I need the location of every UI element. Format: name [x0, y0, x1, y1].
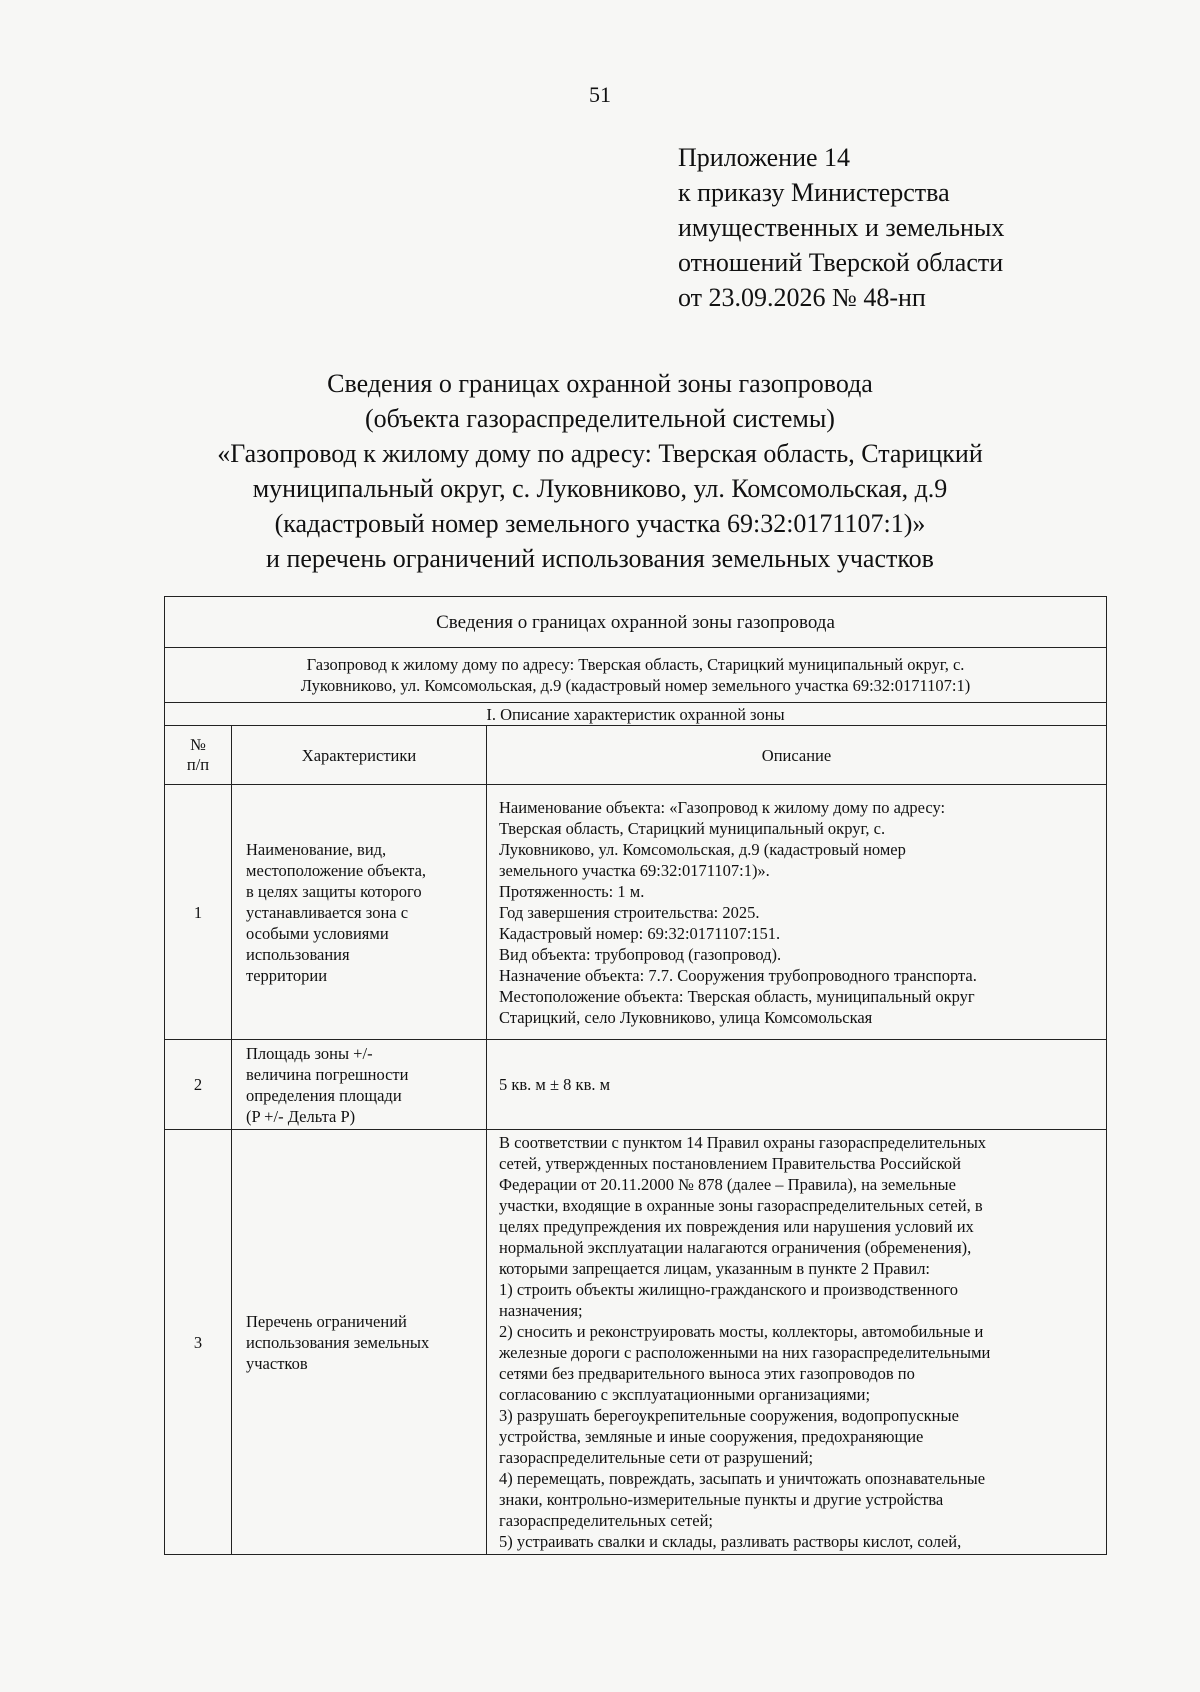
- appendix-line: отношений Тверской области: [678, 248, 1004, 277]
- row-description: [487, 1130, 1107, 1555]
- characteristic-line: в целях защиты которого: [246, 881, 422, 901]
- characteristic-line: Перечень ограничений: [246, 1311, 407, 1331]
- description-line: железные дороги с расположенными на них газораспределительными: [499, 1343, 991, 1362]
- characteristic-line: участков: [246, 1353, 308, 1373]
- description-line: газораспределительных сетей;: [499, 1511, 714, 1530]
- description-line: 1) строить объекты жилищно-гражданского и производственного: [499, 1280, 959, 1299]
- description-line: Назначение объекта: 7.7. Сооружения трубопроводного транспорта.: [499, 965, 977, 985]
- characteristic-line: величина погрешности: [246, 1064, 409, 1084]
- object-line: Газопровод к жилому дому по адресу: Тверская область, Старицкий муниципальный округ, с.: [306, 655, 965, 674]
- characteristic-line: местоположение объекта,: [246, 860, 427, 880]
- description-line: устройства, земляные и иные сооружения, предохраняющие: [499, 1427, 924, 1446]
- title-line: (кадастровый номер земельного участка 69:32:0171107:1)»: [274, 509, 926, 538]
- appendix-block: [678, 140, 1004, 315]
- table-object-name: [165, 648, 1107, 703]
- description-line: Тверская область, Старицкий муниципальный округ, с.: [499, 818, 886, 838]
- characteristic-line: использования: [246, 944, 350, 964]
- characteristic-line: Площадь зоны +/-: [246, 1043, 373, 1063]
- row-number: 2: [165, 1040, 232, 1130]
- title-line: муниципальный округ, с. Луковниково, ул. Комсомольская, д.9: [252, 474, 948, 503]
- description-line: сетями без предварительного выноса этих газопроводов по: [499, 1364, 915, 1383]
- description-line: 5 кв. м ± 8 кв. м: [499, 1075, 611, 1094]
- table-row: [165, 1040, 1107, 1130]
- description-line: целях предупреждения их повреждения или нарушения условий их: [499, 1217, 974, 1236]
- object-line: Луковниково, ул. Комсомольская, д.9 (кадастровый номер земельного участка 69:32:0171107:1): [300, 676, 971, 695]
- description-line: земельного участка 69:32:0171107:1)».: [499, 860, 770, 880]
- title-line: «Газопровод к жилому дому по адресу: Тверская область, Старицкий: [217, 439, 983, 468]
- description-line: нормальной эксплуатации налагаются ограничения (обременения),: [499, 1238, 972, 1257]
- row-description: [487, 1040, 1107, 1130]
- appendix-line: имущественных и земельных: [678, 213, 1005, 242]
- row-characteristic: [232, 785, 487, 1040]
- table-title: Сведения о границах охранной зоны газопровода: [165, 597, 1107, 648]
- title-line: (объекта газораспределительной системы): [365, 404, 835, 433]
- description-line: знаки, контрольно-измерительные пункты и другие устройства: [499, 1490, 944, 1509]
- description-line: которыми запрещается лицам, указанным в пункте 2 Правил:: [499, 1259, 931, 1278]
- description-line: газораспределительные сети от разрушений;: [499, 1448, 814, 1467]
- description-line: Наименование объекта: «Газопровод к жилому дому по адресу:: [499, 797, 946, 817]
- document-title: [0, 366, 1200, 576]
- table-row: [165, 1130, 1107, 1555]
- description-line: назначения;: [499, 1301, 583, 1320]
- description-line: согласованию с эксплуатационными организациями;: [499, 1385, 871, 1404]
- page-number: 51: [589, 82, 611, 107]
- description-line: В соответствии с пунктом 14 Правил охраны газораспределительных: [499, 1133, 987, 1152]
- characteristic-line: определения площади: [246, 1085, 402, 1105]
- table-title-row: [165, 597, 1107, 648]
- title-line: и перечень ограничений использования земельных участков: [266, 544, 934, 573]
- table-section-row: [165, 703, 1107, 726]
- description-line: Год завершения строительства: 2025.: [499, 902, 760, 922]
- characteristic-line: Наименование, вид,: [246, 839, 387, 859]
- description-line: Старицкий, село Луковниково, улица Комсомольская: [499, 1007, 873, 1027]
- description-line: сетей, утвержденных постановлением Правительства Российской: [499, 1154, 962, 1173]
- characteristic-line: территории: [246, 965, 328, 985]
- description-line: Вид объекта: трубопровод (газопровод).: [499, 944, 782, 964]
- zone-table: [164, 596, 1107, 1555]
- table-header-row: [165, 726, 1107, 785]
- characteristic-line: особыми условиями: [246, 923, 389, 943]
- description-line: 3) разрушать берегоукрепительные сооружения, водопропускные: [499, 1406, 959, 1425]
- row-characteristic: [232, 1040, 487, 1130]
- description-line: 2) сносить и реконструировать мосты, коллекторы, автомобильные и: [499, 1322, 984, 1341]
- header-num-line: №: [190, 735, 206, 754]
- description-line: 5) устраивать свалки и склады, разливать растворы кислот, солей,: [499, 1532, 962, 1551]
- description-line: Федерации от 20.11.2000 № 878 (далее – Правила), на земельные: [499, 1175, 956, 1194]
- appendix-line: Приложение 14: [678, 143, 851, 172]
- header-num: [165, 726, 232, 785]
- description-line: Луковниково, ул. Комсомольская, д.9 (кадастровый номер: [499, 839, 906, 859]
- header-description: Описание: [487, 726, 1107, 785]
- row-characteristic: [232, 1130, 487, 1555]
- table-object-row: [165, 648, 1107, 703]
- row-description: [487, 785, 1107, 1040]
- section-heading: I. Описание характеристик охранной зоны: [165, 703, 1107, 726]
- table-row: [165, 785, 1107, 1040]
- description-line: участки, входящие в охранные зоны газораспределительных сетей, в: [499, 1196, 983, 1215]
- characteristic-line: использования земельных: [246, 1332, 430, 1352]
- header-num-line: п/п: [186, 755, 210, 774]
- title-line: Сведения о границах охранной зоны газопровода: [327, 369, 873, 398]
- appendix-line: от 23.09.2026 № 48-нп: [678, 283, 926, 312]
- description-line: Протяженность: 1 м.: [499, 881, 645, 901]
- row-number: 3: [165, 1130, 232, 1555]
- header-characteristics: Характеристики: [232, 726, 487, 785]
- appendix-line: к приказу Министерства: [678, 178, 950, 207]
- description-line: Кадастровый номер: 69:32:0171107:151.: [499, 923, 781, 943]
- row-number: 1: [165, 785, 232, 1040]
- characteristic-line: устанавливается зона с: [246, 902, 409, 922]
- characteristic-line: (P +/- Дельта P): [246, 1106, 356, 1126]
- description-line: 4) перемещать, повреждать, засыпать и уничтожать опознавательные: [499, 1469, 986, 1488]
- description-line: Местоположение объекта: Тверская область, муниципальный округ: [499, 986, 975, 1006]
